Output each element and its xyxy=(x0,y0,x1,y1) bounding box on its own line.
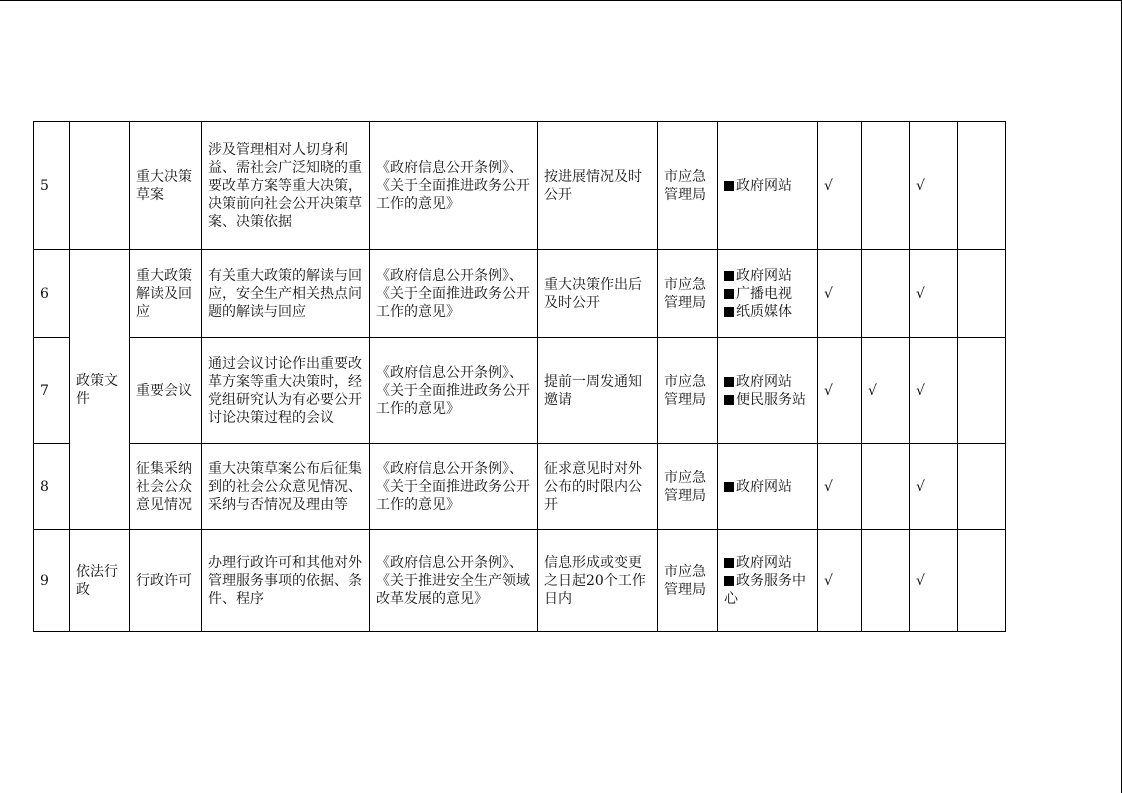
item-dept: 市应急管理局 xyxy=(658,530,718,632)
check-cell xyxy=(862,530,910,632)
check-cell: √ xyxy=(818,444,862,530)
check-cell: √ xyxy=(862,338,910,444)
check-cell xyxy=(958,444,1006,530)
item-name: 行政许可 xyxy=(130,530,202,632)
table-row xyxy=(34,122,1006,250)
square-bullet-icon xyxy=(724,558,734,568)
check-cell xyxy=(958,338,1006,444)
item-basis: 《政府信息公开条例》、《关于全面推进政务公开工作的意见》 xyxy=(370,444,538,530)
channel-item: 政府网站 xyxy=(724,554,811,572)
check-cell: √ xyxy=(818,250,862,338)
item-dept: 市应急管理局 xyxy=(658,122,718,250)
item-basis: 《政府信息公开条例》、《关于全面推进政务公开工作的意见》 xyxy=(370,122,538,250)
item-content: 涉及管理相对人切身利益、需社会广泛知晓的重要改革方案等重大决策，决策前向社会公开决策草案、决策依据 xyxy=(202,122,370,250)
item-name: 重要会议 xyxy=(130,338,202,444)
table-row xyxy=(34,250,1006,338)
table-row xyxy=(34,338,1006,444)
square-bullet-icon xyxy=(724,576,734,586)
item-timing: 提前一周发通知邀请 xyxy=(538,338,658,444)
item-basis: 《政府信息公开条例》、《关于推进安全生产领域改革发展的意见》 xyxy=(370,530,538,632)
item-name: 重大政策解读及回应 xyxy=(130,250,202,338)
item-channels xyxy=(718,338,818,444)
item-channels xyxy=(718,444,818,530)
check-cell xyxy=(958,250,1006,338)
check-cell: √ xyxy=(910,338,958,444)
check-cell: √ xyxy=(910,444,958,530)
row-number: 8 xyxy=(34,444,70,530)
check-cell xyxy=(862,444,910,530)
item-content: 重大决策草案公布后征集到的社会公众意见情况、采纳与否情况及理由等 xyxy=(202,444,370,530)
channel-item: 政府网站 xyxy=(724,373,811,391)
item-timing: 按进展情况及时公开 xyxy=(538,122,658,250)
item-name: 重大决策草案 xyxy=(130,122,202,250)
check-cell: √ xyxy=(818,122,862,250)
category-policy: 政策文件 xyxy=(70,250,130,530)
category-admin: 依法行政 xyxy=(70,530,130,632)
check-cell: √ xyxy=(910,530,958,632)
check-cell xyxy=(958,122,1006,250)
channel-item: 广播电视 xyxy=(724,285,811,303)
square-bullet-icon xyxy=(724,377,734,387)
item-dept: 市应急管理局 xyxy=(658,338,718,444)
row-number: 9 xyxy=(34,530,70,632)
item-content: 有关重大政策的解读与回应，安全生产相关热点问题的解读与回应 xyxy=(202,250,370,338)
item-dept: 市应急管理局 xyxy=(658,444,718,530)
row-number: 5 xyxy=(34,122,70,250)
item-basis: 《政府信息公开条例》、《关于全面推进政务公开工作的意见》 xyxy=(370,250,538,338)
item-basis: 《政府信息公开条例》、《关于全面推进政务公开工作的意见》 xyxy=(370,338,538,444)
item-content: 办理行政许可和其他对外管理服务事项的依据、条件、程序 xyxy=(202,530,370,632)
channel-item: 政府网站 xyxy=(724,478,811,496)
channel-item: 政府网站 xyxy=(724,177,811,195)
square-bullet-icon xyxy=(724,181,734,191)
check-cell: √ xyxy=(910,250,958,338)
check-cell xyxy=(862,122,910,250)
square-bullet-icon xyxy=(724,482,734,492)
item-channels xyxy=(718,122,818,250)
square-bullet-icon xyxy=(724,395,734,405)
square-bullet-icon xyxy=(724,289,734,299)
disclosure-table xyxy=(33,121,1006,632)
check-cell xyxy=(958,530,1006,632)
row-number: 6 xyxy=(34,250,70,338)
channel-item: 便民服务站 xyxy=(724,391,811,409)
item-dept: 市应急管理局 xyxy=(658,250,718,338)
page-top-border xyxy=(0,0,1122,1)
table-row xyxy=(34,444,1006,530)
item-content: 通过会议讨论作出重要改革方案等重大决策时，经党组研究认为有必要公开讨论决策过程的会议 xyxy=(202,338,370,444)
check-cell: √ xyxy=(910,122,958,250)
check-cell xyxy=(862,250,910,338)
check-cell: √ xyxy=(818,338,862,444)
item-channels xyxy=(718,530,818,632)
row-number: 7 xyxy=(34,338,70,444)
square-bullet-icon xyxy=(724,307,734,317)
category-cell xyxy=(70,122,130,250)
item-timing: 信息形成或变更之日起20个工作日内 xyxy=(538,530,658,632)
channel-item: 政府网站 xyxy=(724,267,811,285)
item-channels xyxy=(718,250,818,338)
square-bullet-icon xyxy=(724,271,734,281)
item-timing: 征求意见时对外公布的时限内公开 xyxy=(538,444,658,530)
item-name: 征集采纳社会公众意见情况 xyxy=(130,444,202,530)
channel-item: 政务服务中心 xyxy=(724,572,806,607)
channel-item: 纸质媒体 xyxy=(724,303,811,321)
table-row xyxy=(34,530,1006,632)
check-cell: √ xyxy=(818,530,862,632)
item-timing: 重大决策作出后及时公开 xyxy=(538,250,658,338)
